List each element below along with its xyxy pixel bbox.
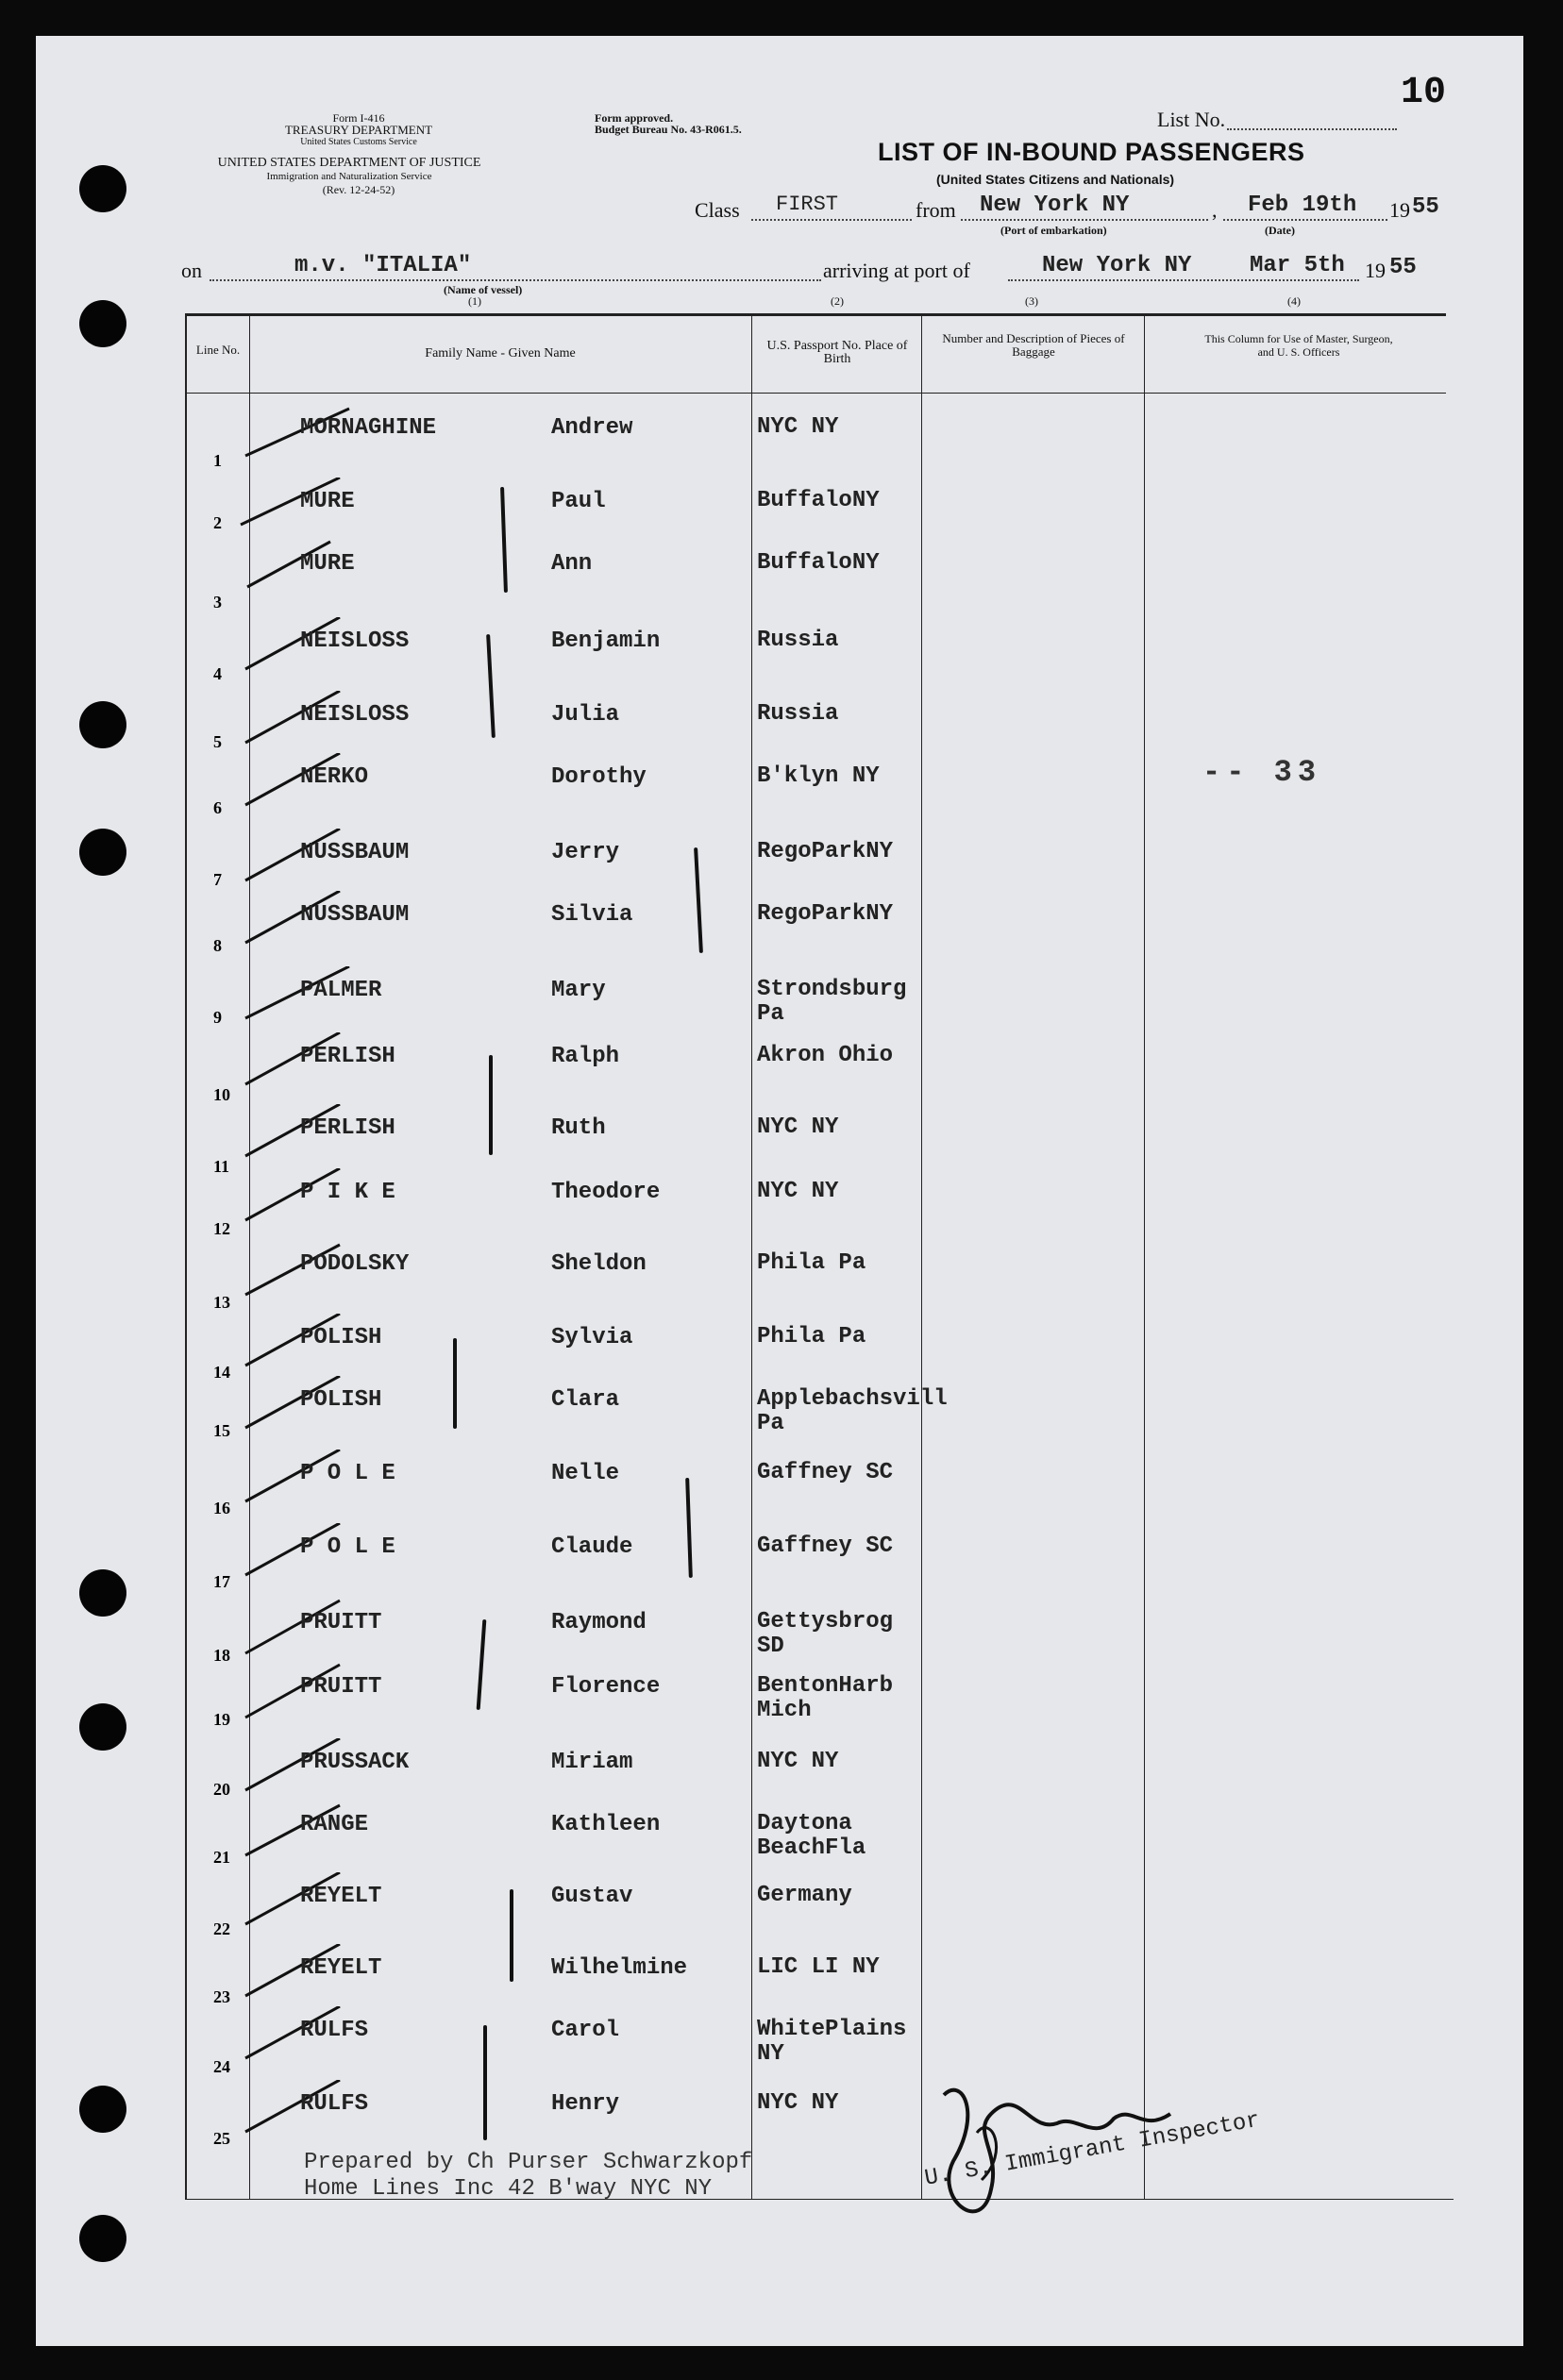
- given-name: Florence: [551, 1674, 661, 1700]
- vessel-name: m.v. "ITALIA": [294, 253, 472, 278]
- given-name: Sheldon: [551, 1251, 647, 1277]
- family-name: NEISLOSS: [300, 702, 410, 728]
- given-name: Andrew: [551, 415, 633, 441]
- passenger-row: [0, 1179, 1563, 1238]
- family-name: PRUITT: [300, 1610, 382, 1635]
- given-name: Paul: [551, 489, 606, 514]
- col-header-passport: U.S. Passport No. Place of Birth: [766, 339, 908, 366]
- form-number: Form I-416: [332, 111, 385, 125]
- given-name: Theodore: [551, 1180, 661, 1205]
- passenger-row: [0, 1460, 1563, 1517]
- binder-hole: [79, 2215, 126, 2262]
- from-value: New York NY: [980, 193, 1130, 218]
- passenger-row: [0, 1115, 1563, 1176]
- family-name: MURE: [300, 551, 355, 577]
- prepared-by-line-2: Home Lines Inc 42 B'way NYC NY: [304, 2176, 713, 2202]
- given-name: Julia: [551, 702, 620, 728]
- given-name: Raymond: [551, 1610, 647, 1635]
- line-number: 15: [213, 1421, 230, 1440]
- family-bracket: [489, 1055, 493, 1155]
- line-number: 14: [213, 1363, 230, 1382]
- place-of-birth: NYC NY: [757, 1749, 839, 1774]
- family-name: PALMER: [300, 978, 382, 1003]
- list-no-dots: [1227, 128, 1397, 130]
- line-number: 5: [213, 732, 222, 751]
- col-header-baggage: Number and Description of Pieces of Baggage: [942, 331, 1125, 359]
- line-number: 16: [213, 1499, 230, 1517]
- family-bracket: [483, 2025, 487, 2140]
- caption-4: (4): [1287, 294, 1301, 308]
- col-header-officers: This Column for Use of Master, Surgeon, and U. S. Officers: [1204, 332, 1393, 359]
- given-name: Dorothy: [551, 764, 647, 790]
- col-header-name: Family Name - Given Name: [425, 346, 576, 360]
- given-name: Silvia: [551, 902, 633, 928]
- binder-hole: [79, 165, 126, 212]
- family-name: NEISLOSS: [300, 629, 410, 654]
- passenger-row: [0, 701, 1563, 751]
- line-number: 3: [213, 593, 222, 612]
- given-name: Jerry: [551, 840, 620, 865]
- family-name: P I K E: [300, 1180, 395, 1205]
- line-number: 4: [213, 664, 222, 683]
- form-approved: Form approved.: [595, 111, 674, 125]
- departure-date: Feb 19th: [1248, 193, 1357, 218]
- date-caption: (Date): [1265, 224, 1295, 237]
- given-name: Sylvia: [551, 1325, 633, 1350]
- date-dots: [1223, 219, 1387, 221]
- line-number: 8: [213, 936, 222, 955]
- place-of-birth: Akron Ohio: [757, 1043, 894, 1068]
- place-of-birth: Phila Pa: [757, 1324, 866, 1349]
- passenger-row: [0, 977, 1563, 1027]
- line-number: 20: [213, 1780, 230, 1799]
- family-name: PRUSSACK: [300, 1750, 410, 1775]
- family-bracket: [453, 1338, 457, 1429]
- page-title: LIST OF IN-BOUND PASSENGERS: [878, 138, 1305, 166]
- family-name: PODOLSKY: [300, 1251, 410, 1277]
- line-number: 24: [213, 2057, 230, 2076]
- line-number: 2: [213, 513, 222, 532]
- given-name: Nelle: [551, 1461, 620, 1486]
- family-name: REYELT: [300, 1884, 382, 1909]
- family-name: P O L E: [300, 1461, 395, 1486]
- passenger-row: [0, 2090, 1563, 2148]
- line-number: 10: [213, 1085, 230, 1104]
- page-subtitle: (United States Citizens and Nationals): [936, 172, 1175, 187]
- list-number: 10: [1401, 72, 1447, 114]
- place-of-birth: Gaffney SC: [757, 1460, 894, 1485]
- place-of-birth: Germany: [757, 1883, 852, 1908]
- place-of-birth: Applebachsvill Pa: [757, 1386, 948, 1436]
- inspector-title: U. S. Immigrant Inspector: [922, 2107, 1262, 2192]
- family-name: P O L E: [300, 1534, 395, 1560]
- line-number: 6: [213, 798, 222, 817]
- passenger-row: [0, 628, 1563, 683]
- passenger-row: [0, 1811, 1563, 1867]
- table-top-rule: [185, 313, 1446, 316]
- family-name: MORNAGHINE: [300, 415, 437, 441]
- given-name: Kathleen: [551, 1812, 661, 1837]
- given-name: Claude: [551, 1534, 633, 1560]
- place-of-birth: BuffaloNY: [757, 488, 880, 513]
- line-number: 25: [213, 2129, 230, 2148]
- passenger-row: [0, 414, 1563, 470]
- family-name: NUSSBAUM: [300, 902, 410, 928]
- family-name: NUSSBAUM: [300, 840, 410, 865]
- customs-service: United States Customs Service: [300, 137, 417, 147]
- line-number: 1: [213, 451, 222, 470]
- arrival-port: New York NY: [1042, 253, 1192, 278]
- arrival-year: 55: [1389, 255, 1417, 280]
- line-number: 12: [213, 1219, 230, 1238]
- place-of-birth: Gettysbrog SD: [757, 1609, 894, 1659]
- line-number: 11: [213, 1157, 230, 1176]
- from-dots: [961, 219, 1208, 221]
- ins-service: Immigration and Naturalization Service: [266, 171, 432, 182]
- prepared-by-line-1: Prepared by Ch Purser Schwarzkopf: [304, 2150, 753, 2175]
- family-name: RULFS: [300, 2018, 369, 2043]
- vessel-caption: (Name of vessel): [444, 283, 523, 296]
- passenger-row: [0, 2017, 1563, 2076]
- given-name: Ann: [551, 551, 593, 577]
- place-of-birth: WhitePlains NY: [757, 2017, 907, 2067]
- given-name: Gustav: [551, 1884, 633, 1909]
- caption-1: (1): [468, 294, 481, 308]
- family-name: PERLISH: [300, 1115, 395, 1141]
- line-number: 7: [213, 870, 222, 889]
- given-name: Wilhelmine: [551, 1955, 688, 1981]
- given-name: Benjamin: [551, 629, 661, 654]
- passenger-row: [0, 1324, 1563, 1382]
- given-name: Mary: [551, 978, 606, 1003]
- departure-year: 55: [1412, 194, 1439, 220]
- depart-year-prefix: 19: [1389, 198, 1410, 222]
- col-header-line: Line No.: [195, 343, 241, 357]
- line-number: 18: [213, 1646, 230, 1665]
- budget-bureau: Budget Bureau No. 43-R061.5.: [595, 123, 742, 136]
- place-of-birth: NYC NY: [757, 1179, 839, 1204]
- family-name: NERKO: [300, 764, 369, 790]
- passenger-row: [0, 1043, 1563, 1104]
- line-number: 9: [213, 1008, 222, 1027]
- passenger-row: [0, 488, 1563, 532]
- place-of-birth: Russia: [757, 628, 839, 653]
- passenger-row: [0, 1386, 1563, 1440]
- line-number: 19: [213, 1710, 230, 1729]
- passenger-row: [0, 1250, 1563, 1312]
- passenger-row: [0, 1534, 1563, 1591]
- family-name: POLISH: [300, 1387, 382, 1413]
- family-name: PERLISH: [300, 1044, 395, 1069]
- given-name: Ralph: [551, 1044, 620, 1069]
- table-header-rule: [185, 393, 1446, 394]
- treasury-dept: TREASURY DEPARTMENT: [284, 123, 433, 137]
- passenger-row: [0, 839, 1563, 889]
- place-of-birth: RegoParkNY: [757, 901, 894, 927]
- officer-margin-note: -- 33: [1202, 755, 1322, 790]
- arrival-dots: [1008, 279, 1359, 281]
- line-number: 22: [213, 1919, 230, 1938]
- given-name: Ruth: [551, 1115, 606, 1141]
- family-name: POLISH: [300, 1325, 382, 1350]
- line-number: 17: [213, 1572, 230, 1591]
- place-of-birth: B'klyn NY: [757, 763, 880, 789]
- given-name: Carol: [551, 2018, 620, 2043]
- family-bracket: [510, 1889, 513, 1982]
- class-dots: [751, 219, 912, 221]
- family-name: REYELT: [300, 1955, 382, 1981]
- place-of-birth: NYC NY: [757, 1115, 839, 1140]
- place-of-birth: Phila Pa: [757, 1250, 866, 1276]
- place-of-birth: NYC NY: [757, 2090, 839, 2116]
- justice-dept: UNITED STATES DEPARTMENT OF JUSTICE: [217, 156, 481, 170]
- arrival-year-prefix: 19: [1365, 259, 1386, 282]
- family-name: RULFS: [300, 2091, 369, 2117]
- place-of-birth: BentonHarb Mich: [757, 1673, 894, 1723]
- place-of-birth: Gaffney SC: [757, 1534, 894, 1559]
- family-name: RANGE: [300, 1812, 369, 1837]
- passenger-row: [0, 1673, 1563, 1729]
- place-of-birth: LIC LI NY: [757, 1954, 880, 1980]
- on-label: on: [181, 259, 202, 282]
- given-name: Miriam: [551, 1750, 633, 1775]
- given-name: Henry: [551, 2091, 620, 2117]
- given-name: Clara: [551, 1387, 620, 1413]
- class-label: Class: [695, 198, 740, 222]
- family-name: MURE: [300, 489, 355, 514]
- line-number: 13: [213, 1293, 230, 1312]
- place-of-birth: RegoParkNY: [757, 839, 894, 864]
- arriving-label: arriving at port of: [823, 259, 970, 282]
- vessel-dots: [210, 279, 821, 281]
- family-name: PRUITT: [300, 1674, 382, 1700]
- class-value: FIRST: [776, 193, 839, 216]
- arrival-date: Mar 5th: [1250, 253, 1345, 278]
- comma: ,: [1212, 198, 1218, 222]
- place-of-birth: Russia: [757, 701, 839, 727]
- place-of-birth: NYC NY: [757, 414, 839, 440]
- passenger-row: [0, 763, 1563, 817]
- line-number: 23: [213, 1987, 230, 2006]
- place-of-birth: BuffaloNY: [757, 550, 880, 576]
- passenger-row: [0, 1883, 1563, 1938]
- form-revision: (Rev. 12-24-52): [322, 183, 395, 196]
- line-number: 21: [213, 1848, 230, 1867]
- binder-hole: [79, 300, 126, 347]
- place-of-birth: Daytona BeachFla: [757, 1811, 866, 1861]
- list-no-label: List No.: [1157, 108, 1226, 131]
- caption-3: (3): [1025, 294, 1038, 308]
- port-embarkation-caption: (Port of embarkation): [1000, 224, 1107, 237]
- passenger-row: [0, 901, 1563, 955]
- passenger-row: [0, 550, 1563, 612]
- from-label: from: [916, 198, 956, 222]
- passenger-row: [0, 1749, 1563, 1799]
- caption-2: (2): [831, 294, 844, 308]
- passenger-row: [0, 1609, 1563, 1665]
- passenger-row: [0, 1954, 1563, 2006]
- place-of-birth: Strondsburg Pa: [757, 977, 907, 1027]
